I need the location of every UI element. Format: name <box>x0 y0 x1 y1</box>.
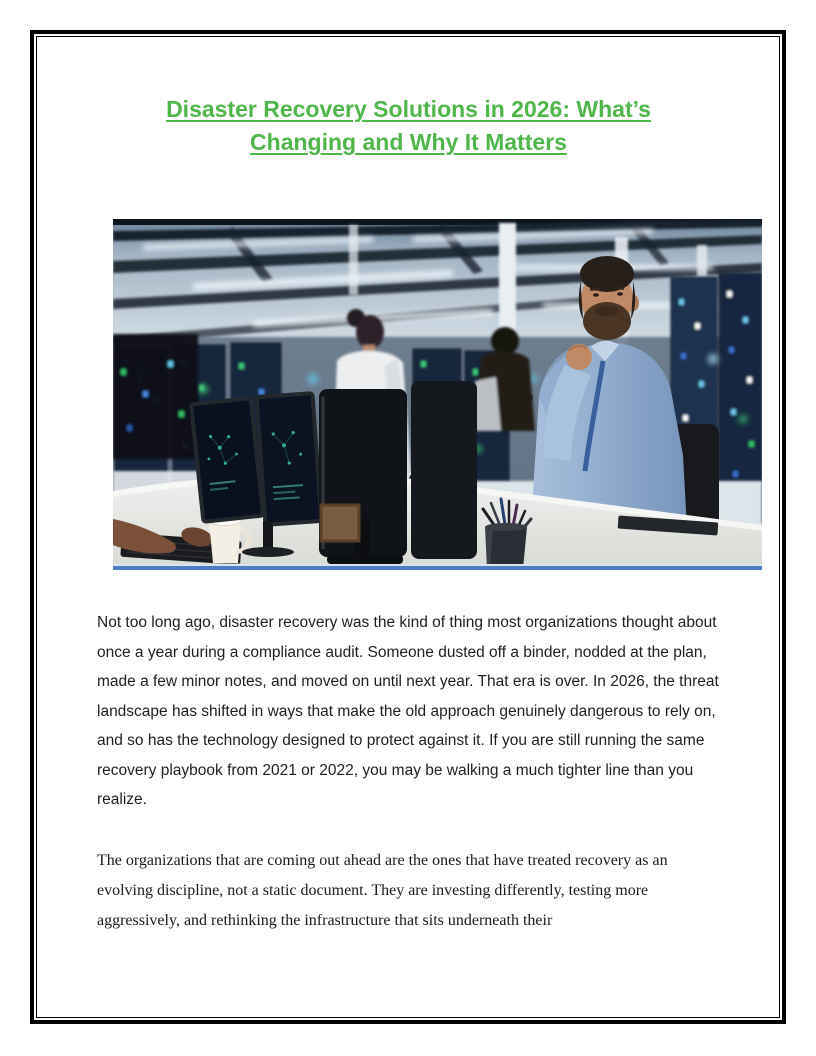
page-title <box>97 93 720 159</box>
page-title-line-1: Disaster Recovery Solutions in 2026: What’s <box>166 96 651 122</box>
paragraph-intro: Not too long ago, disaster recovery was the kind of thing most organizations thought about once a year during a compliance audit. Someone dusted off a binder, nodded at the plan, made a few minor notes, and moved on until next year. That era is over. In 2026, the threat landscape has shifted in ways that make the old approach genuinely dangerous to rely on, and so has the technology designed to protect against it. If you are still running the same recovery playbook from 2021 or 2022, you may be walking a much tighter line than you realize. <box>97 614 719 808</box>
paragraph-second: The organizations that are coming out ahead are the ones that have treated recovery as an evolving discipline, not a static document. They are investing differently, testing more aggressively, and rethinking the infrastructure that sits underneath their <box>97 851 668 929</box>
page-content <box>36 36 780 1018</box>
page-border <box>30 30 786 1024</box>
page-title-line-2: Changing and Why It Matters <box>250 129 567 155</box>
hero-image <box>113 219 762 573</box>
datacenter-photo <box>113 219 762 573</box>
